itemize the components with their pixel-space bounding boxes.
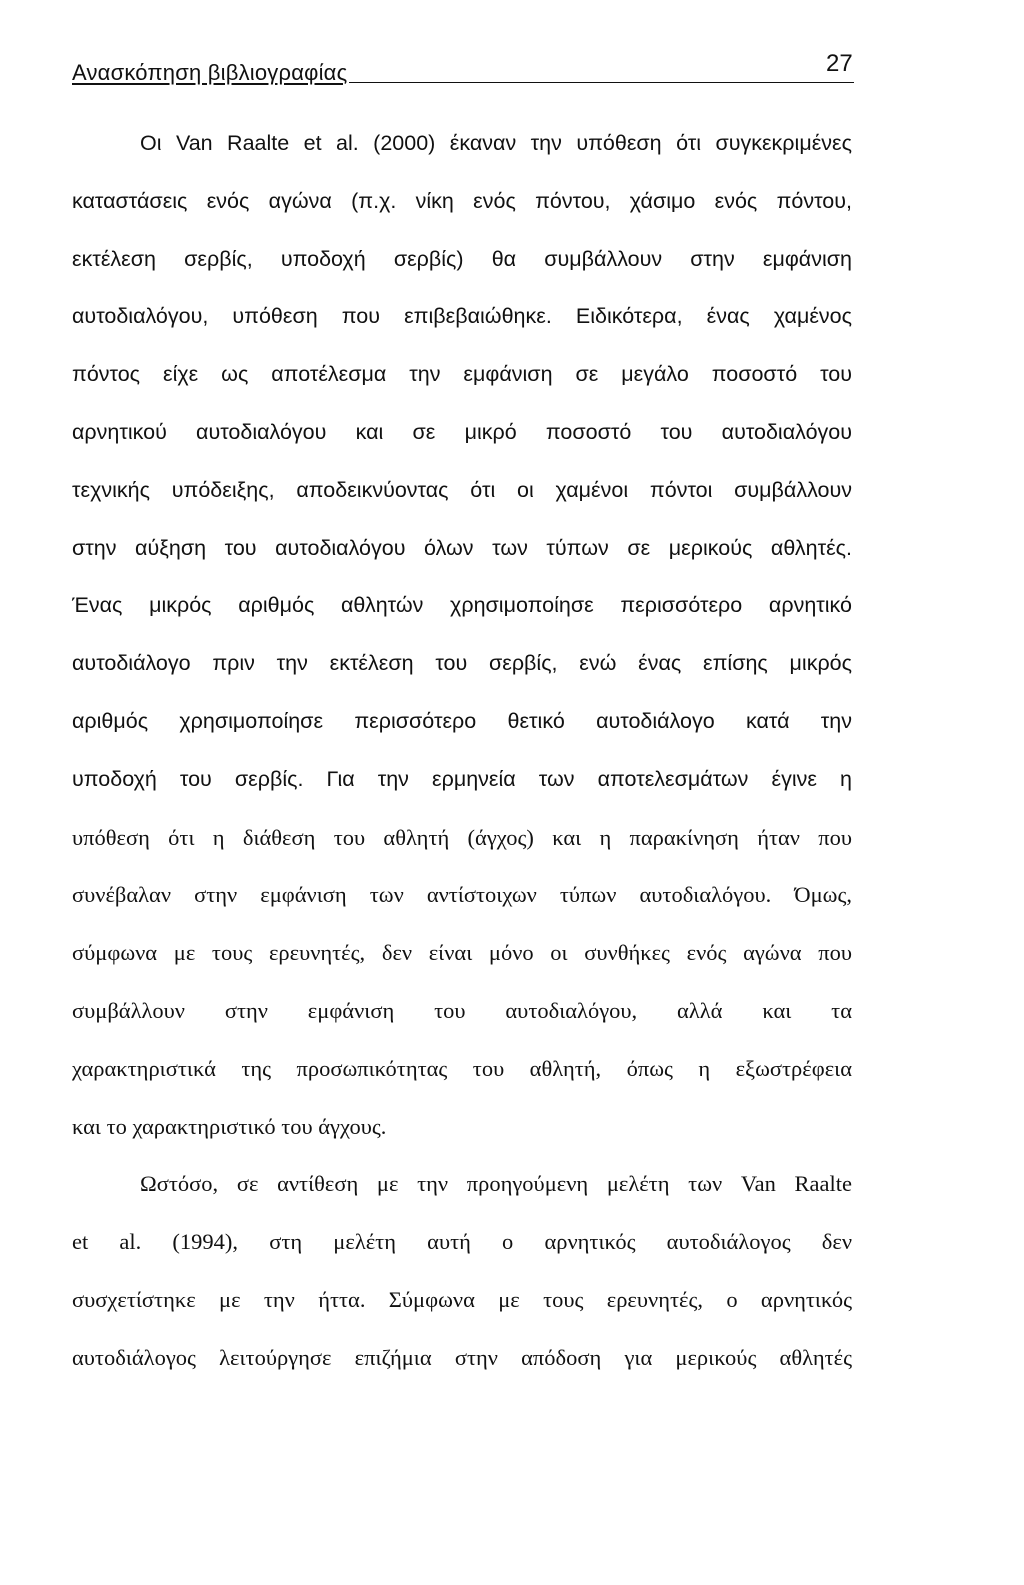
body-text xyxy=(72,115,852,1387)
text-line: συσχετίστηκε με την ήττα. Σύμφωνα με τους ερευνητές, ο αρνητικός xyxy=(72,1286,852,1312)
text-line: υπόθεση ότι η διάθεση του αθλητή (άγχος) και η παρακίνηση ήταν που xyxy=(72,824,852,850)
text-line: και το χαρακτηριστικό του άγχους. xyxy=(72,1113,387,1139)
text-line: αριθμός χρησιμοποίησε περισσότερο θετικό αυτοδιάλογο κατά την xyxy=(72,708,852,733)
running-header-title: Ανασκόπηση βιβλιογραφίας xyxy=(72,60,348,85)
text-line: καταστάσεις ενός αγώνα (π.χ. νίκη ενός πόντου, χάσιμο ενός πόντου, xyxy=(72,188,852,213)
text-line: σύμφωνα με τους ερευνητές, δεν είναι μόνο οι συνθήκες ενός αγώνα που xyxy=(72,940,852,966)
text-line: συνέβαλαν στην εμφάνιση των αντίστοιχων τύπων αυτοδιαλόγου. Όμως, xyxy=(72,882,852,908)
text-line: πόντος είχε ως αποτέλεσμα την εμφάνιση σε μεγάλο ποσοστό του xyxy=(72,362,852,387)
text-line: χαρακτηριστικά της προσωπικότητας του αθλητή, όπως η εξωστρέφεια xyxy=(72,1055,852,1081)
text-line: αυτοδιάλογος λειτούργησε επιζήμια στην απόδοση για μερικούς αθλητές xyxy=(72,1344,852,1370)
text-line: Οι Van Raalte et al. (2000) έκαναν την υπόθεση ότι συγκεκριμένες xyxy=(140,131,852,155)
text-line: εκτέλεση σερβίς, υποδοχή σερβίς) θα συμβάλλουν στην εμφάνιση xyxy=(72,246,852,271)
page-header xyxy=(72,50,854,83)
text-line: στην αύξηση του αυτοδιαλόγου όλων των τύπων σε μερικούς αθλητές. xyxy=(72,535,852,560)
text-line: αυτοδιάλογο πριν την εκτέλεση του σερβίς, ενώ ένας επίσης μικρός xyxy=(72,651,852,676)
text-line: τεχνικής υπόδειξης, αποδεικνύοντας ότι οι χαμένοι πόντοι συμβάλλουν xyxy=(72,477,852,502)
text-line: Ένας μικρός αριθμός αθλητών χρησιμοποίησε περισσότερο αρνητικό xyxy=(72,593,852,618)
text-line: Ωστόσο, σε αντίθεση με την προηγούμενη μελέτη των Van Raalte xyxy=(140,1171,852,1197)
text-line: αρνητικού αυτοδιαλόγου και σε μικρό ποσοστό του αυτοδιαλόγου xyxy=(72,419,852,444)
page-number: 27 xyxy=(826,50,853,77)
text-line: υποδοχή του σερβίς. Για την ερμηνεία των αποτελεσμάτων έγινε η xyxy=(72,766,852,791)
text-line: αυτοδιαλόγου, υπόθεση που επιβεβαιώθηκε. Ειδικότερα, ένας χαμένος xyxy=(72,304,852,329)
text-line: συμβάλλουν στην εμφάνιση του αυτοδιαλόγου, αλλά και τα xyxy=(72,997,852,1023)
text-line: et al. (1994), στη μελέτη αυτή ο αρνητικός αυτοδιάλογος δεν xyxy=(72,1229,852,1255)
